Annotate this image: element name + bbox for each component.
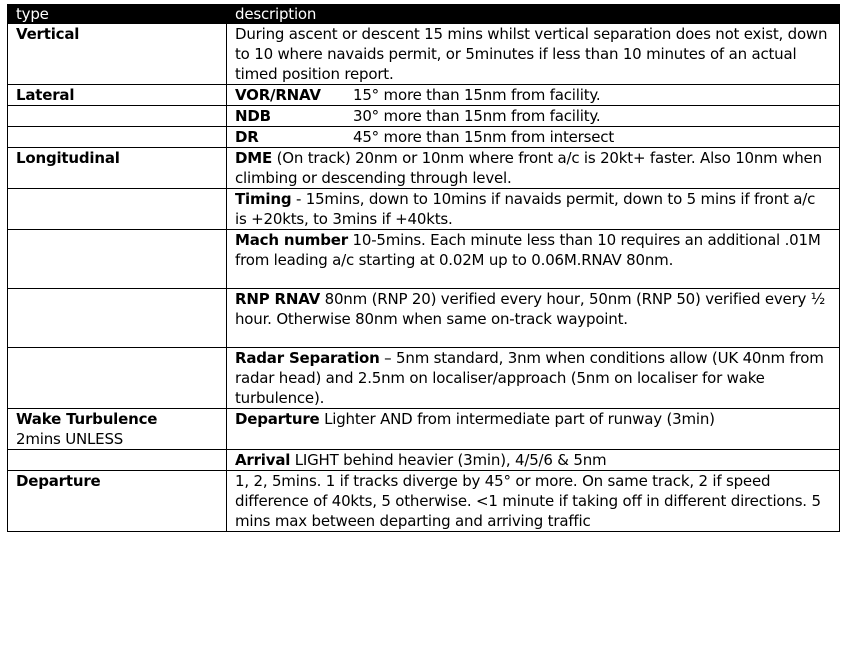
- type-departure: Departure: [8, 471, 227, 532]
- description-wake-arrival: [227, 450, 840, 471]
- description-departure: 1, 2, 5mins. 1 if tracks diverge by 45° or more. On same track, 2 if speed difference of 40kts, 5 otherwise. <1 minute if taking off in different directions. 5 mins max between departing and arriving traffic: [227, 471, 840, 532]
- description-vertical: During ascent or descent 15 mins whilst vertical separation does not exist, down to 10 where navaids permit, or 5minutes if less than 10 minutes of an actual timed position report.: [227, 24, 840, 85]
- text-radar: – 5nm standard, 3nm when conditions allow (UK 40nm from radar head) and 2.5nm on localiser/approach (5nm on localiser for wake turbulence).: [235, 349, 824, 407]
- header-type: type: [8, 5, 227, 24]
- table-row: [8, 289, 840, 348]
- description-timing: [227, 189, 840, 230]
- label-wake-arrival: Arrival: [235, 451, 291, 469]
- table-row: [8, 106, 840, 127]
- type-empty: [8, 289, 227, 348]
- description-lateral-vor: [227, 85, 840, 106]
- table-row: [8, 85, 840, 106]
- text-vor-rnav: 15° more than 15nm from facility.: [353, 86, 601, 104]
- text-wake-arrival: LIGHT behind heavier (3min), 4/5/6 & 5nm: [290, 451, 607, 469]
- label-ndb: NDB: [235, 107, 271, 125]
- label-dme: DME: [235, 149, 273, 167]
- separation-table: [7, 4, 840, 532]
- description-lateral-ndb: [227, 106, 840, 127]
- label-mach: Mach number: [235, 231, 348, 249]
- type-longitudinal: Longitudinal: [8, 148, 227, 189]
- table-row: [8, 230, 840, 289]
- table-row: [8, 348, 840, 409]
- table-row: [8, 127, 840, 148]
- table-row: [8, 471, 840, 532]
- header-row: [8, 5, 840, 24]
- text-rnp: 80nm (RNP 20) verified every hour, 50nm (RNP 50) verified every ½ hour. Otherwise 80nm when same on-track waypoint.: [235, 290, 826, 328]
- header-description: description: [227, 5, 840, 24]
- label-dr: DR: [235, 128, 259, 146]
- type-empty: [8, 348, 227, 409]
- text-wake-departure: Lighter AND from intermediate part of runway (3min): [319, 410, 715, 428]
- label-vor-rnav: VOR/RNAV: [235, 86, 321, 104]
- description-dme: [227, 148, 840, 189]
- type-wake-subtitle: 2mins UNLESS: [16, 430, 124, 448]
- label-wake-departure: Departure: [235, 410, 320, 428]
- text-timing: - 15mins, down to 10mins if navaids permit, down to 5 mins if front a/c is +20kts, to 3mins if +40kts.: [235, 190, 816, 228]
- label-timing: Timing: [235, 190, 292, 208]
- table-row: [8, 189, 840, 230]
- table-row: [8, 409, 840, 450]
- text-dr: 45° more than 15nm from intersect: [353, 128, 615, 146]
- description-wake-departure: [227, 409, 840, 450]
- type-wake-title: Wake Turbulence: [16, 410, 158, 428]
- type-lateral: Lateral: [8, 85, 227, 106]
- type-empty: [8, 106, 227, 127]
- table-row: [8, 24, 840, 85]
- label-rnp: RNP RNAV: [235, 290, 321, 308]
- text-ndb: 30° more than 15nm from facility.: [353, 107, 601, 125]
- description-radar: [227, 348, 840, 409]
- table-row: [8, 450, 840, 471]
- table-row: [8, 148, 840, 189]
- description-rnp: [227, 289, 840, 348]
- label-radar: Radar Separation: [235, 349, 380, 367]
- description-mach: [227, 230, 840, 289]
- type-vertical: Vertical: [8, 24, 227, 85]
- description-lateral-dr: [227, 127, 840, 148]
- type-wake: [8, 409, 227, 450]
- type-empty: [8, 450, 227, 471]
- text-dme: (On track) 20nm or 10nm where front a/c is 20kt+ faster. Also 10nm when climbing or descending through level.: [235, 149, 822, 187]
- type-empty: [8, 127, 227, 148]
- type-empty: [8, 189, 227, 230]
- type-empty: [8, 230, 227, 289]
- text-mach: 10-5mins. Each minute less than 10 requires an additional .01M from leading a/c starting at 0.02M up to 0.06M.RNAV 80nm.: [235, 231, 821, 269]
